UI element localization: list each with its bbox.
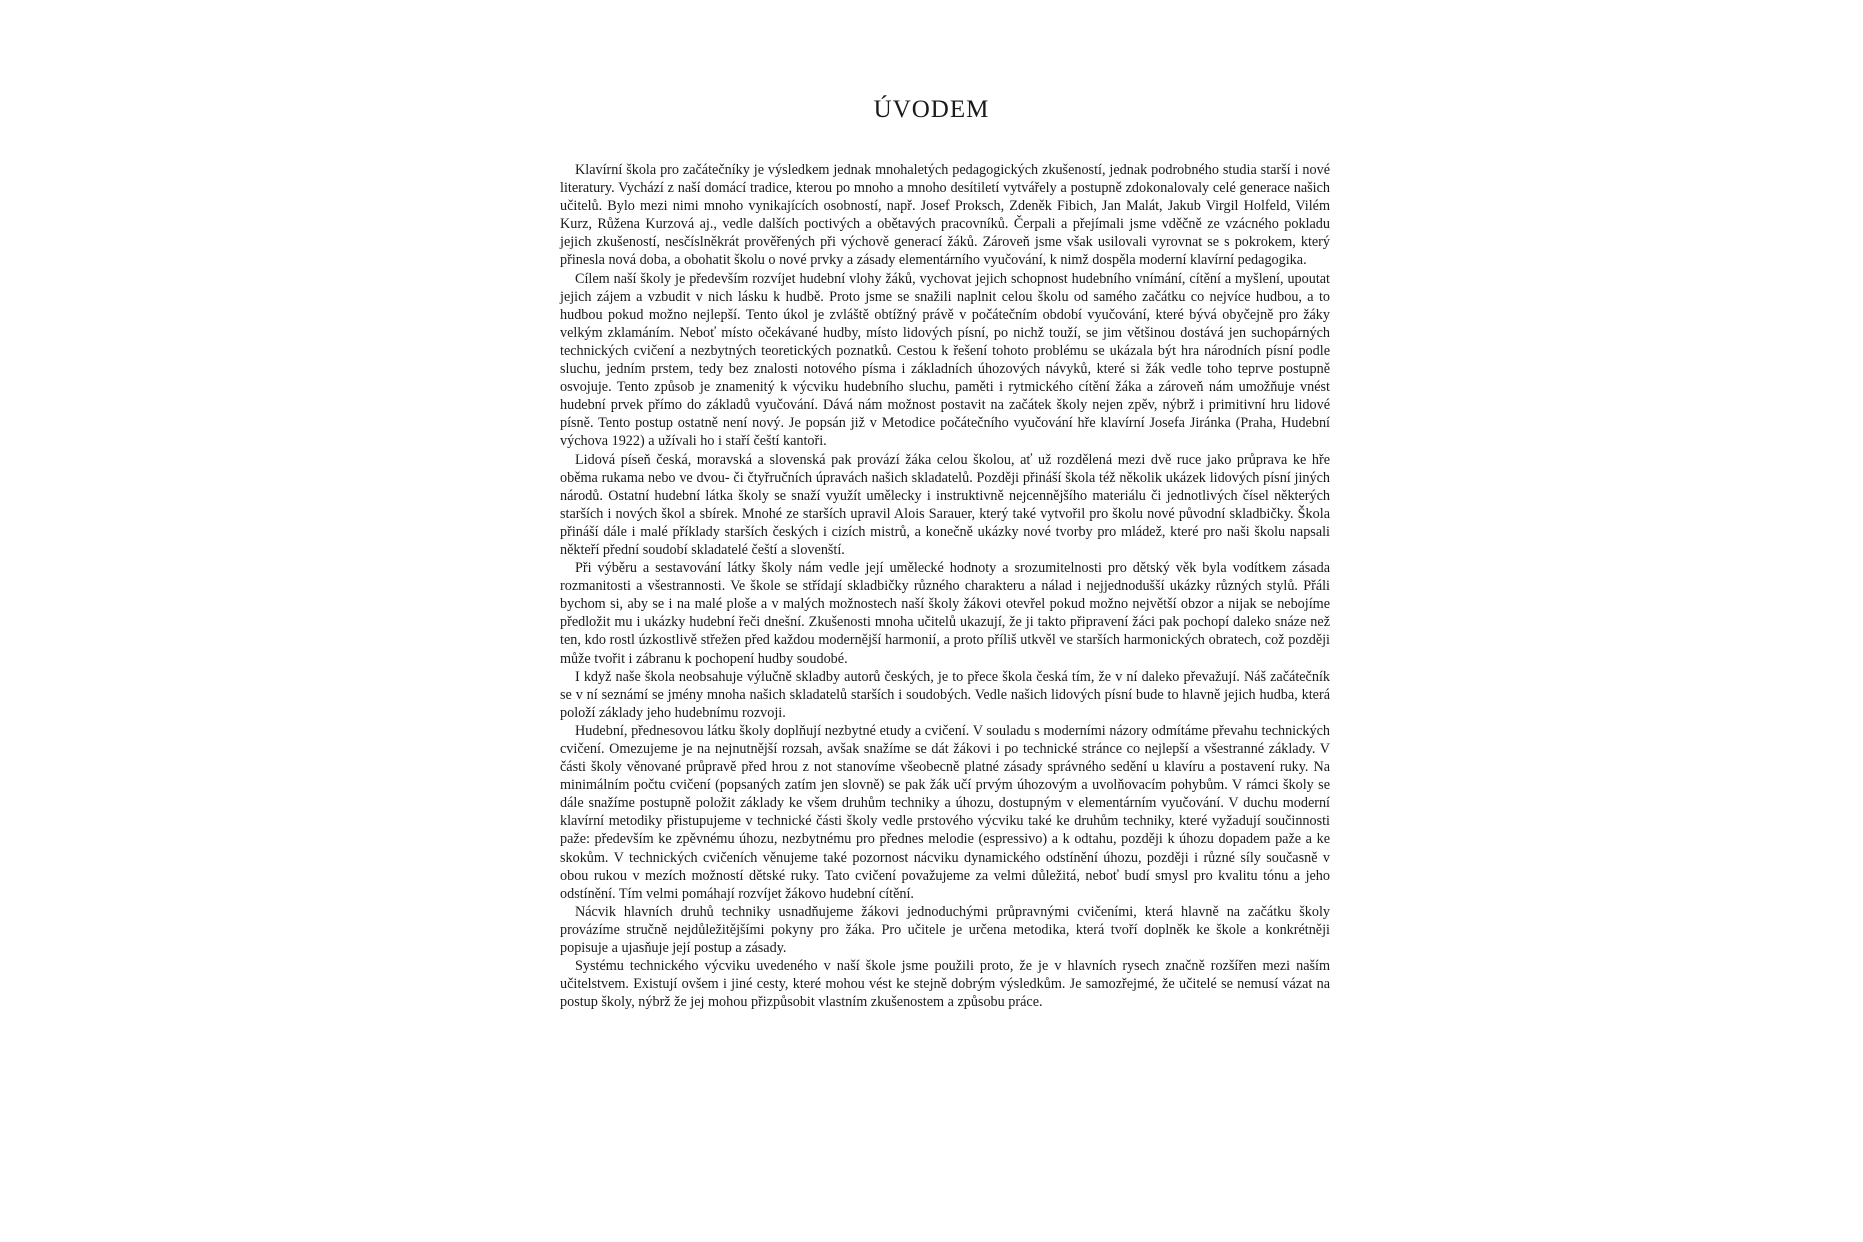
paragraph: Nácvik hlavních druhů techniky usnadňujeme žákovi jednoduchými průpravnými cvičeními, která hlavně na začátku školy provázíme stručně nejdůležitějšími pokyny pro žáka. Pro učitele je určena metodika, která tvoří doplněk ke škole a konkrétněji popisuje a ujasňuje její postup a zásady. bbox=[560, 903, 1330, 957]
page-title: ÚVODEM bbox=[873, 96, 990, 123]
paragraph: Hudební, přednesovou látku školy doplňují nezbytné etudy a cvičení. V souladu s moderními názory odmítáme převahu technických cvičení. Omezujeme je na nejnutnější rozsah, avšak snažíme se dát žákovi i po technické stránce co nejlepší a všestranné základy. V části školy věnované průpravě před hrou z not stanovíme všeobecně platné zásady správného sedění u klavíru a postavení ruky. Na minimálním počtu cvičení (popsaných zatím jen slovně) se pak žák učí prvým úhozovým a uvolňovacím pohybům. V rámci školy se dále snažíme postupně položit základy ke všem druhům techniky a úhozu, dostupným v elementárním vyučování. V duchu moderní klavírní metodiky přistupujeme v technické části školy vedle prstového výcviku také ke druhům techniky, které vyžadují součinnosti paže: především ke zpěvnému úhozu, nezbytnému pro přednes melodie (espressivo) a k odtahu, později k úhozu dopadem paže a ke skokům. V technických cvičeních věnujeme také pozornost nácviku dynamického odstínění úhozu, později i různé síly současně v obou rukou v mezích možností dětské ruky. Tato cvičení považujeme za velmi důležitá, neboť budí smysl pro kvalitu tónu a jeho odstínění. Tím velmi pomáhají rozvíjet žákovo hudební cítění. bbox=[560, 722, 1330, 902]
paragraph: Systému technického výcviku uvedeného v naší škole jsme použili proto, že je v hlavních rysech značně rozšířen mezi naším učitelstvem. Existují ovšem i jiné cesty, které mohou vést ke stejně dobrým výsledkům. Je samozřejmé, že učitelé se nemusí vázat na postup školy, nýbrž že jej mohou přizpůsobit vlastním zkušenostem a způsobu práce. bbox=[560, 958, 1330, 1011]
paragraph: Při výběru a sestavování látky školy nám vedle její umělecké hodnoty a srozumitelnosti pro dětský věk byla vodítkem zásada rozmanitosti a všestrannosti. Ve škole se střídají skladbičky různého charakteru a nálad i nejjednodušší ukázky různých stylů. Přáli bychom si, aby se i na malé ploše a v malých možnostech naší školy žákovi otevřel pokud možno největší obzor a nijak se nebojíme předložit mu i ukázky hudební řeči dnešní. Zkušenosti mnoha učitelů ukazují, že ji takto připravení žáci pak pochopí daleko snáze než ten, kdo rostl úzkostlivě střežen před každou modernější harmonií, a proto příliš utkvěl ve starších harmonických obratech, což později může tvořit i zábranu k pochopení hudby soudobé. bbox=[560, 560, 1330, 667]
paragraph: Cílem naší školy je především rozvíjet hudební vlohy žáků, vychovat jejich schopnost hudebního vnímání, cítění a myšlení, upoutat jejich zájem a vzbudit v nich lásku k hudbě. Proto jsme se snažili naplnit celou školu od samého začátku co nejvíce hudbou, a to hudbou pokud možno nejlepší. Tento úkol je zvláště obtížný právě v počátečním období vyučování, které bývá obyčejně pro žáky velkým zklamáním. Neboť místo očekávané hudby, místo lidových písní, po nichž touží, se jim většinou dostává jen suchopárných technických cvičení a nezbytných teoretických poznatků. Cestou k řešení tohoto problému se ukázala být hra národních písní podle sluchu, jedním prstem, tedy bez znalosti notového písma i základních úhozových návyků, které si žák vedle toho teprve postupně osvojuje. Tento způsob je znamenitý k výcviku hudebního sluchu, paměti i rytmického cítění žáka a zároveň nám umožňuje vnést hudební prvek přímo do základů vyučování. Dává nám možnost postavit na začátek školy nejen zpěv, nýbrž i primitivní hru lidové písně. Tento postup ostatně není nový. Je popsán již v Metodice počátečního vyučování hře klavírní Josefa Jiránka (Praha, Hudební výchova 1922) a užívali ho i staří čeští kantoři. bbox=[560, 270, 1330, 450]
paragraph: I když naše škola neobsahuje výlučně skladby autorů českých, je to přece škola česká tím, že v ní daleko převažují. Náš začátečník se v ní seznámí se jmény mnoha našich skladatelů starších i soudobých. Vedle našich lidových písní bude to hlavně jejich hudba, která položí základy jeho hudebnímu rozvoji. bbox=[560, 668, 1330, 721]
body-text bbox=[560, 161, 1330, 1011]
paragraph: Klavírní škola pro začátečníky je výsledkem jednak mnohaletých pedagogických zkušeností, jednak podrobného studia starší i nové literatury. Vychází z naší domácí tradice, kterou po mnoho a mnoho desítiletí vytvářely a postupně zdokonalovaly celé generace našich učitelů. Bylo mezi nimi mnoho vynikajících osobností, např. Josef Proksch, Zdeněk Fibich, Jan Malát, Jakub Virgil Holfeld, Vilém Kurz, Růžena Kurzová aj., vedle dalších poctivých a obětavých pracovníků. Čerpali a přejímali jsme vděčně ze vzácného pokladu jejich zkušeností, nesčíslněkrát prověřených při výchově generací žáků. Zároveň jsme však usilovali vyrovnat se s pokrokem, který přinesla nová doba, a obohatit školu o nové prvky a zásady elementárního vyučování, k nimž dospěla moderní klavírní pedagogika. bbox=[560, 162, 1330, 269]
paragraph: Lidová píseň česká, moravská a slovenská pak provází žáka celou školou, ať už rozdělená mezi dvě ruce jako průprava ke hře oběma rukama nebo ve dvou- či čtyřručních úpravách našich skladatelů. Později přináší škola též několik ukázek lidových písní jiných národů. Ostatní hudební látka školy se snaží využít umělecky i instruktivně nejcennějšího materiálu či jednotlivých čísel některých starších i nových škol a sbírek. Mnohé ze starších upravil Alois Sarauer, který také vytvořil pro školu nové původní skladbičky. Škola přináší dále i malé příklady starších českých i cizích mistrů, a konečně ukázky nové tvorby pro mládež, které pro naši školu napsali někteří přední soudobí skladatelé čeští a slovenští. bbox=[560, 451, 1330, 558]
